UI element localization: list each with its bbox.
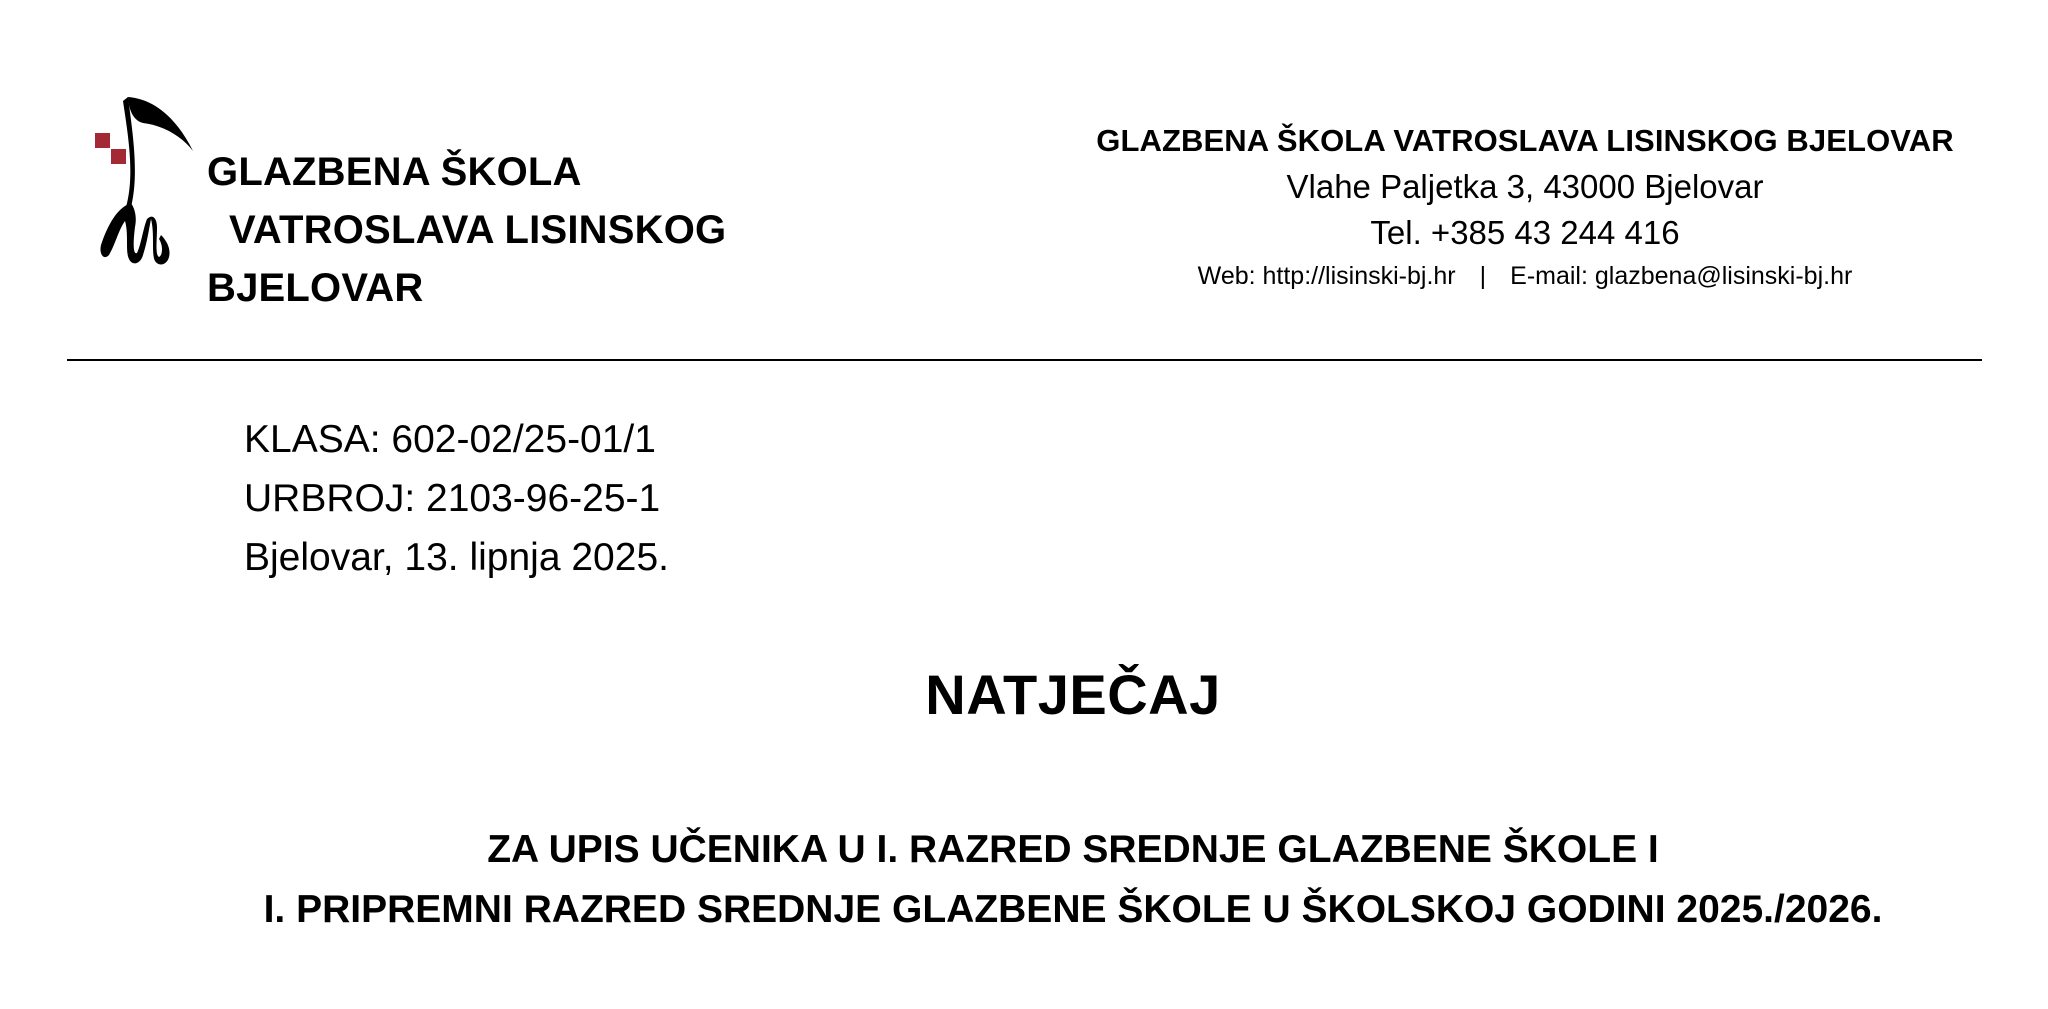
logo-text-line: BJELOVAR: [207, 266, 424, 310]
place-date: Bjelovar, 13. lipnja 2025.: [244, 536, 669, 579]
school-website-link[interactable]: Web: http://lisinski-bj.hr: [1197, 262, 1456, 290]
school-name: GLAZBENA ŠKOLA VATROSLAVA LISINSKOG BJELOVAR: [1096, 123, 1954, 158]
school-web-email-line: [1040, 256, 2010, 296]
school-address: Vlahe Paljetka 3, 43000 Bjelovar: [1286, 168, 1764, 205]
subtitle-line: ZA UPIS UČENIKA U I. RAZRED SREDNJE GLAZBENE ŠKOLE I: [487, 828, 1659, 871]
document-subtitle: [0, 820, 2048, 940]
urbroj-number: URBROJ: 2103-96-25-1: [244, 477, 661, 520]
logo-red-square-icon: [95, 133, 110, 148]
logo-text-line: VATROSLAVA LISINSKOG: [229, 208, 727, 252]
klasa-number: KLASA: 602-02/25-01/1: [244, 418, 656, 461]
school-logo-text: [207, 143, 726, 317]
school-contact-block: [1040, 118, 2010, 296]
subtitle-line: I. PRIPREMNI RAZRED SREDNJE GLAZBENE ŠKOLE U ŠKOLSKOJ GODINI 2025./2026.: [263, 888, 1883, 931]
school-logo-block: [95, 95, 795, 315]
logo-text-line: GLAZBENA ŠKOLA: [207, 150, 582, 194]
school-phone: Tel. +385 43 244 416: [1370, 214, 1680, 251]
header-divider: [67, 359, 1982, 361]
school-email-link[interactable]: E-mail: glazbena@lisinski-bj.hr: [1510, 262, 1853, 290]
document-title: NATJEČAJ: [925, 663, 1221, 726]
music-note-logo-icon: [95, 95, 205, 270]
document-reference-block: [244, 410, 669, 587]
logo-red-square-icon: [111, 149, 126, 164]
contact-separator: |: [1479, 262, 1487, 290]
